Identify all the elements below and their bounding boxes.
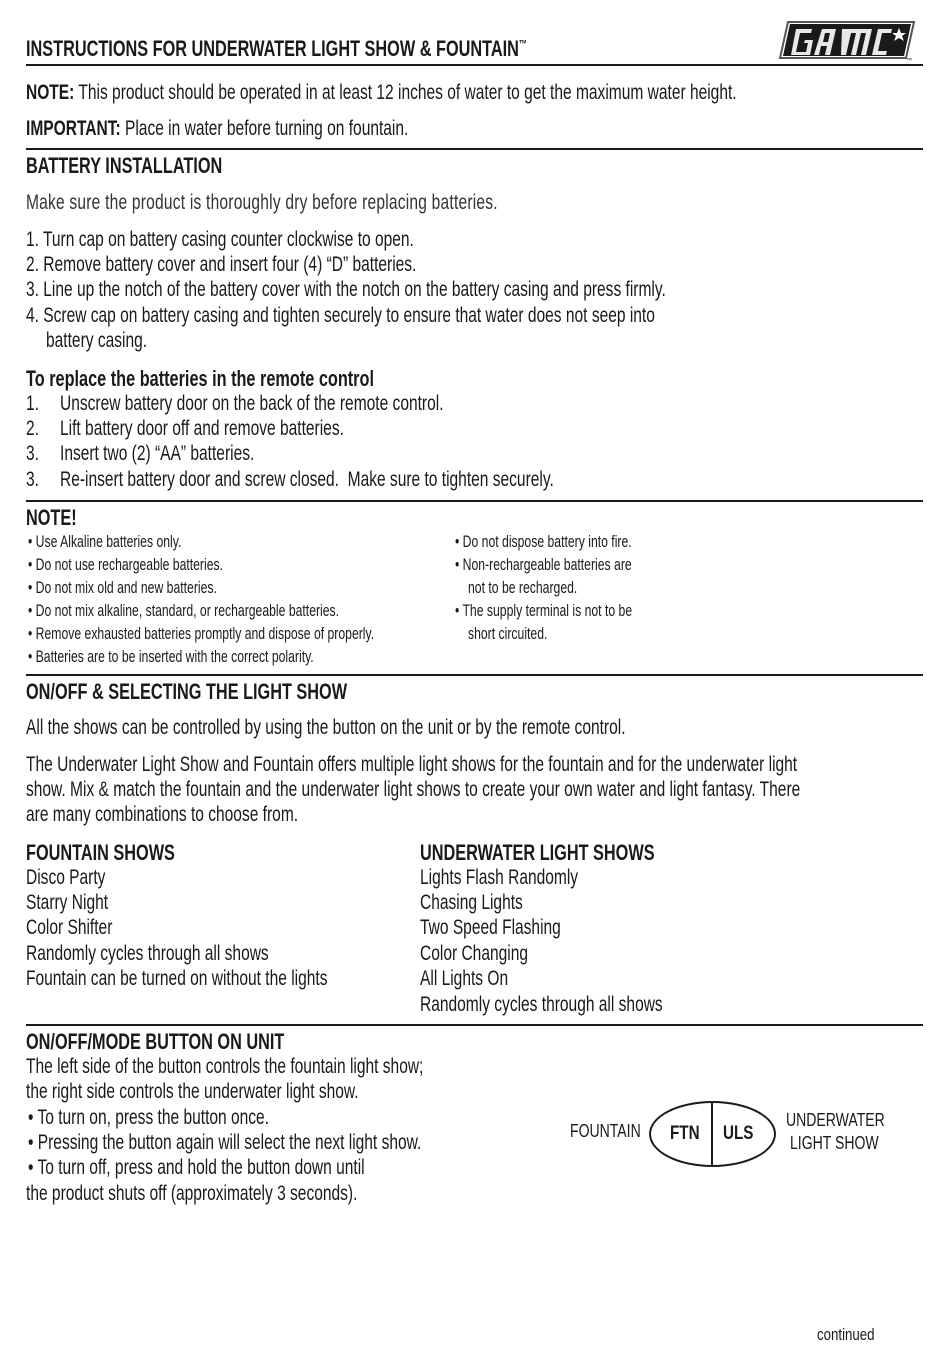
mode-button-line: the product shuts off (approximately 3 seconds). — [26, 1182, 358, 1205]
warning-item: • Do not use rechargeable batteries. — [28, 556, 224, 574]
important-text: Place in water before turning on fountain. — [120, 117, 409, 140]
fountain-show-item: Disco Party — [26, 866, 106, 889]
logo-trademark: ™ — [906, 58, 912, 64]
divider — [26, 500, 923, 502]
diagram-fountain-label: FOUNTAIN — [570, 1121, 641, 1141]
warning-item-continuation: not to be recharged. — [468, 579, 578, 597]
remote-step-text: Unscrew battery door on the back of the remote control. — [60, 392, 444, 415]
warning-item: • Non-rechargeable batteries are — [455, 556, 632, 574]
underwater-shows-heading: UNDERWATER LIGHT SHOWS — [420, 840, 655, 865]
warning-item: • Remove exhausted batteries promptly and dispose of properly. — [28, 625, 375, 643]
underwater-show-item: Chasing Lights — [420, 891, 523, 914]
game-logo-icon — [778, 18, 916, 62]
remote-step: 3. — [26, 442, 39, 465]
warning-item: • Do not mix old and new batteries. — [28, 579, 217, 597]
diagram-uls-key: ULS — [723, 1123, 754, 1144]
battery-step: 3. Line up the notch of the battery cover with the notch on the battery casing and press firmly. — [26, 278, 666, 301]
diagram-underwater-label-line2: LIGHT SHOW — [790, 1133, 879, 1153]
remote-step-text: Insert two (2) “AA” batteries. — [60, 442, 255, 465]
warning-item: • Use Alkaline batteries only. — [28, 533, 182, 551]
underwater-show-item: All Lights On — [420, 967, 509, 990]
warnings-heading: NOTE! — [26, 505, 77, 530]
light-show-heading: ON/OFF & SELECTING THE LIGHT SHOW — [26, 679, 348, 704]
fountain-shows-heading: FOUNTAIN SHOWS — [26, 840, 175, 865]
remote-batteries-heading: To replace the batteries in the remote control — [26, 366, 374, 391]
divider — [26, 148, 923, 150]
underwater-show-item: Color Changing — [420, 942, 528, 965]
light-show-para2-line: The Underwater Light Show and Fountain offers multiple light shows for the fountain and for the underwater light — [26, 753, 798, 776]
remote-step-text: Lift battery door off and remove batteries. — [60, 417, 344, 440]
note-text: This product should be operated in at least 12 inches of water to get the maximum water height. — [74, 81, 737, 104]
mode-button-bullet: • To turn on, press the button once. — [28, 1106, 270, 1129]
mode-button-line: the right side controls the underwater light show. — [26, 1080, 359, 1103]
fountain-show-item: Color Shifter — [26, 916, 113, 939]
divider — [26, 64, 923, 66]
battery-step: 4. Screw cap on battery casing and tighten securely to ensure that water does not seep into — [26, 304, 655, 327]
battery-step: 2. Remove battery cover and insert four (4) “D” batteries. — [26, 253, 417, 276]
fountain-show-item: Starry Night — [26, 891, 109, 914]
underwater-show-item: Lights Flash Randomly — [420, 866, 579, 889]
light-show-para1: All the shows can be controlled by using the button on the unit or by the remote control. — [26, 716, 626, 739]
unit-button-divider — [711, 1101, 713, 1167]
warning-item: • Do not dispose battery into fire. — [455, 533, 632, 551]
remote-step: 2. — [26, 417, 39, 440]
light-show-para2-line: are many combinations to choose from. — [26, 803, 299, 826]
underwater-show-item: Randomly cycles through all shows — [420, 993, 663, 1016]
fountain-show-item: Fountain can be turned on without the lights — [26, 967, 328, 990]
mode-button-bullet: • Pressing the button again will select the next light show. — [28, 1131, 422, 1154]
title-text: INSTRUCTIONS FOR UNDERWATER LIGHT SHOW & FOUNTAIN — [26, 36, 519, 61]
mode-button-line: The left side of the button controls the fountain light show; — [26, 1055, 424, 1078]
fountain-show-item: Randomly cycles through all shows — [26, 942, 269, 965]
diagram-ftn-key: FTN — [670, 1123, 700, 1144]
mode-button-heading: ON/OFF/MODE BUTTON ON UNIT — [26, 1029, 285, 1054]
important-line — [26, 117, 543, 141]
trademark-mark: ™ — [518, 38, 528, 51]
battery-installation-intro: Make sure the product is thoroughly dry before replacing batteries. — [26, 191, 498, 214]
remote-step: 1. — [26, 392, 39, 415]
document-title — [26, 36, 703, 62]
divider — [26, 1024, 923, 1026]
divider — [26, 674, 923, 676]
continued-label: continued — [817, 1325, 875, 1344]
warning-item: • The supply terminal is not to be — [455, 602, 633, 620]
battery-step-continuation: battery casing. — [46, 329, 148, 352]
light-show-para2-line: show. Mix & match the fountain and the underwater light shows to create your own water and light fantasy. There — [26, 778, 801, 801]
diagram-underwater-label: UNDERWATER — [786, 1110, 885, 1130]
battery-step: 1. Turn cap on battery casing counter clockwise to open. — [26, 228, 414, 251]
note-label: NOTE: — [26, 81, 75, 104]
remote-step-text: Re-insert battery door and screw closed. Make sure to tighten securely. — [60, 468, 554, 491]
remote-step: 3. — [26, 468, 39, 491]
note-line — [26, 81, 950, 105]
battery-installation-heading: BATTERY INSTALLATION — [26, 153, 223, 178]
warning-item-continuation: short circuited. — [468, 625, 548, 643]
important-label: IMPORTANT: — [26, 117, 121, 140]
warning-item: • Do not mix alkaline, standard, or rechargeable batteries. — [28, 602, 340, 620]
underwater-show-item: Two Speed Flashing — [420, 916, 561, 939]
mode-button-bullet: • To turn off, press and hold the button down until — [28, 1156, 365, 1179]
warning-item: • Batteries are to be inserted with the correct polarity. — [28, 648, 314, 666]
